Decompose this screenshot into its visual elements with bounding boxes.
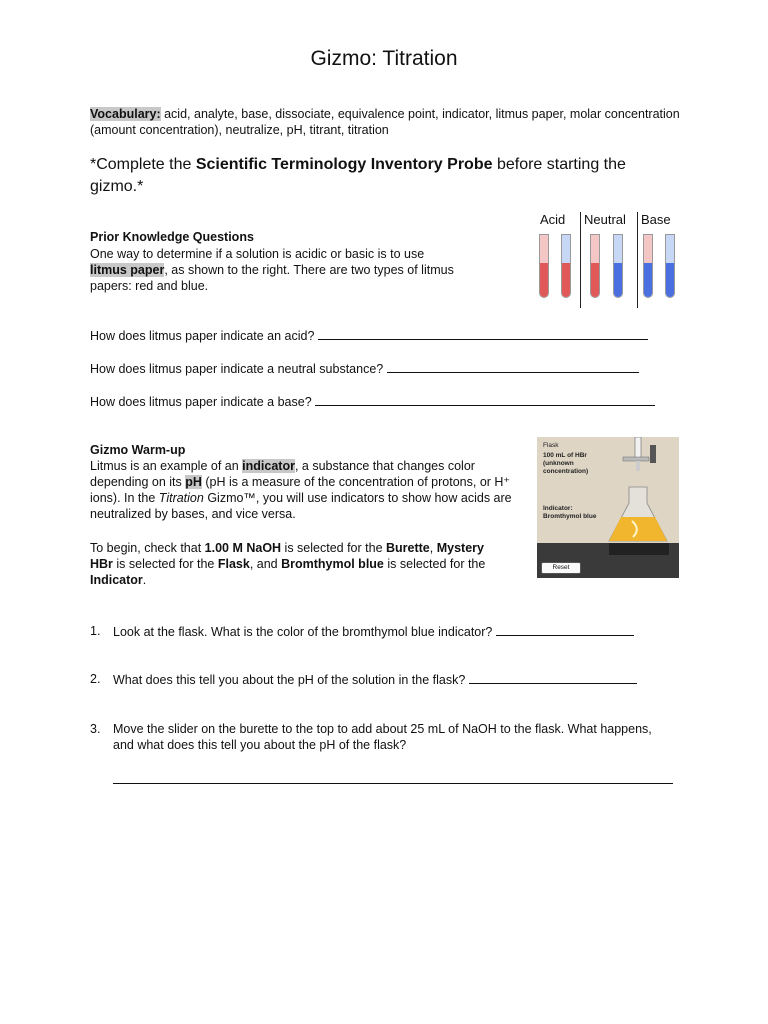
vocabulary-label: Vocabulary: [90,107,161,121]
question-base-text: How does litmus paper indicate a base? [90,395,312,409]
prior-rest: , as shown to the right. There are two types of litmus papers: red and blue. [90,263,454,293]
vocabulary-text: acid, analyte, base, dissociate, equivalence point, indicator, litmus paper, molar concentration (amount concentration), neutralize, pH, titrant, titration [90,107,680,137]
litmus-divider [580,212,581,308]
question-1 [0,623,768,643]
litmus-label-base: Base [641,212,671,227]
vocabulary [90,106,680,138]
answer-line[interactable] [113,783,673,784]
question-3 [0,721,768,761]
question-acid-text: How does litmus paper indicate an acid? [90,329,315,343]
gizmo-screenshot [537,437,679,578]
reset-button[interactable]: Reset [541,562,581,574]
litmus-divider [637,212,638,308]
warmup-heading: Gizmo Warm-up [90,443,186,457]
page-title: Gizmo: Titration [310,47,458,70]
litmus-tube-red-acid [539,234,549,298]
litmus-label-acid: Acid [540,212,566,227]
question-neutral-text: How does litmus paper indicate a neutral substance? [90,362,384,376]
question-base [90,393,655,410]
answer-line[interactable] [496,623,634,636]
probe-instruction [90,154,680,198]
gizmo-indicator-label: Indicator: [543,505,573,512]
question-1-number: 1. [90,624,101,638]
litmus-tube-blue-acid [561,234,571,298]
prior-heading: Prior Knowledge Questions [90,230,254,244]
litmus-figure [536,210,681,310]
ph-term: pH [185,475,202,489]
indicator-term: indicator [242,459,295,473]
answer-line[interactable] [387,360,639,373]
prior-line1: One way to determine if a solution is acidic or basic is to use [90,247,425,261]
question-2 [0,671,768,691]
answer-line[interactable] [318,327,648,340]
probe-post: before starting the gizmo.* [90,156,626,195]
prior-paragraph [90,246,470,294]
probe-pre: *Complete the [90,156,196,173]
litmus-term: litmus paper [90,263,165,277]
question-3-number: 3. [90,722,101,736]
question-2-body: What does this tell you about the pH of the solution in the flask? [113,671,637,688]
litmus-label-neutral: Neutral [584,212,626,227]
gizmo-indicator-value: Bromthymol blue [543,513,597,520]
gizmo-flask-label: Flask [543,442,559,449]
answer-line[interactable] [315,393,655,406]
warmup-paragraph-2: To begin, check that 1.00 M NaOH is selected for the Burette, Mystery HBr is selected for the Flask, and Bromthymol blue is selected for the Indicator. [90,541,486,587]
warmup-paragraph-1: Litmus is an example of an indicator, a substance that changes color depending on its pH (pH is a measure of the concentration of protons, or H⁺ ions). In the Titration Gizmo™, you will use indicators to show how acids are neutralized by bases, and vice versa. [90,459,512,521]
answer-line[interactable] [469,671,637,684]
litmus-tube-blue-base [665,234,675,298]
question-3-text: Move the slider on the burette to the top to add about 25 mL of NaOH to the flask. What happens, and what does this tell you about the pH of the flask? [113,722,652,752]
litmus-tube-red-base [643,234,653,298]
probe-bold: Scientific Terminology Inventory Probe [195,156,493,173]
question-neutral [90,360,639,377]
gizmo-hbr-label: 100 mL of HBr (unknown concentration) [543,452,589,475]
question-1-body: Look at the flask. What is the color of the bromthymol blue indicator? [113,623,634,640]
litmus-tube-blue-neutral [613,234,623,298]
question-acid [90,327,648,344]
litmus-tube-red-neutral [590,234,600,298]
flask-burette-illustration [537,437,679,578]
question-2-number: 2. [90,672,101,686]
